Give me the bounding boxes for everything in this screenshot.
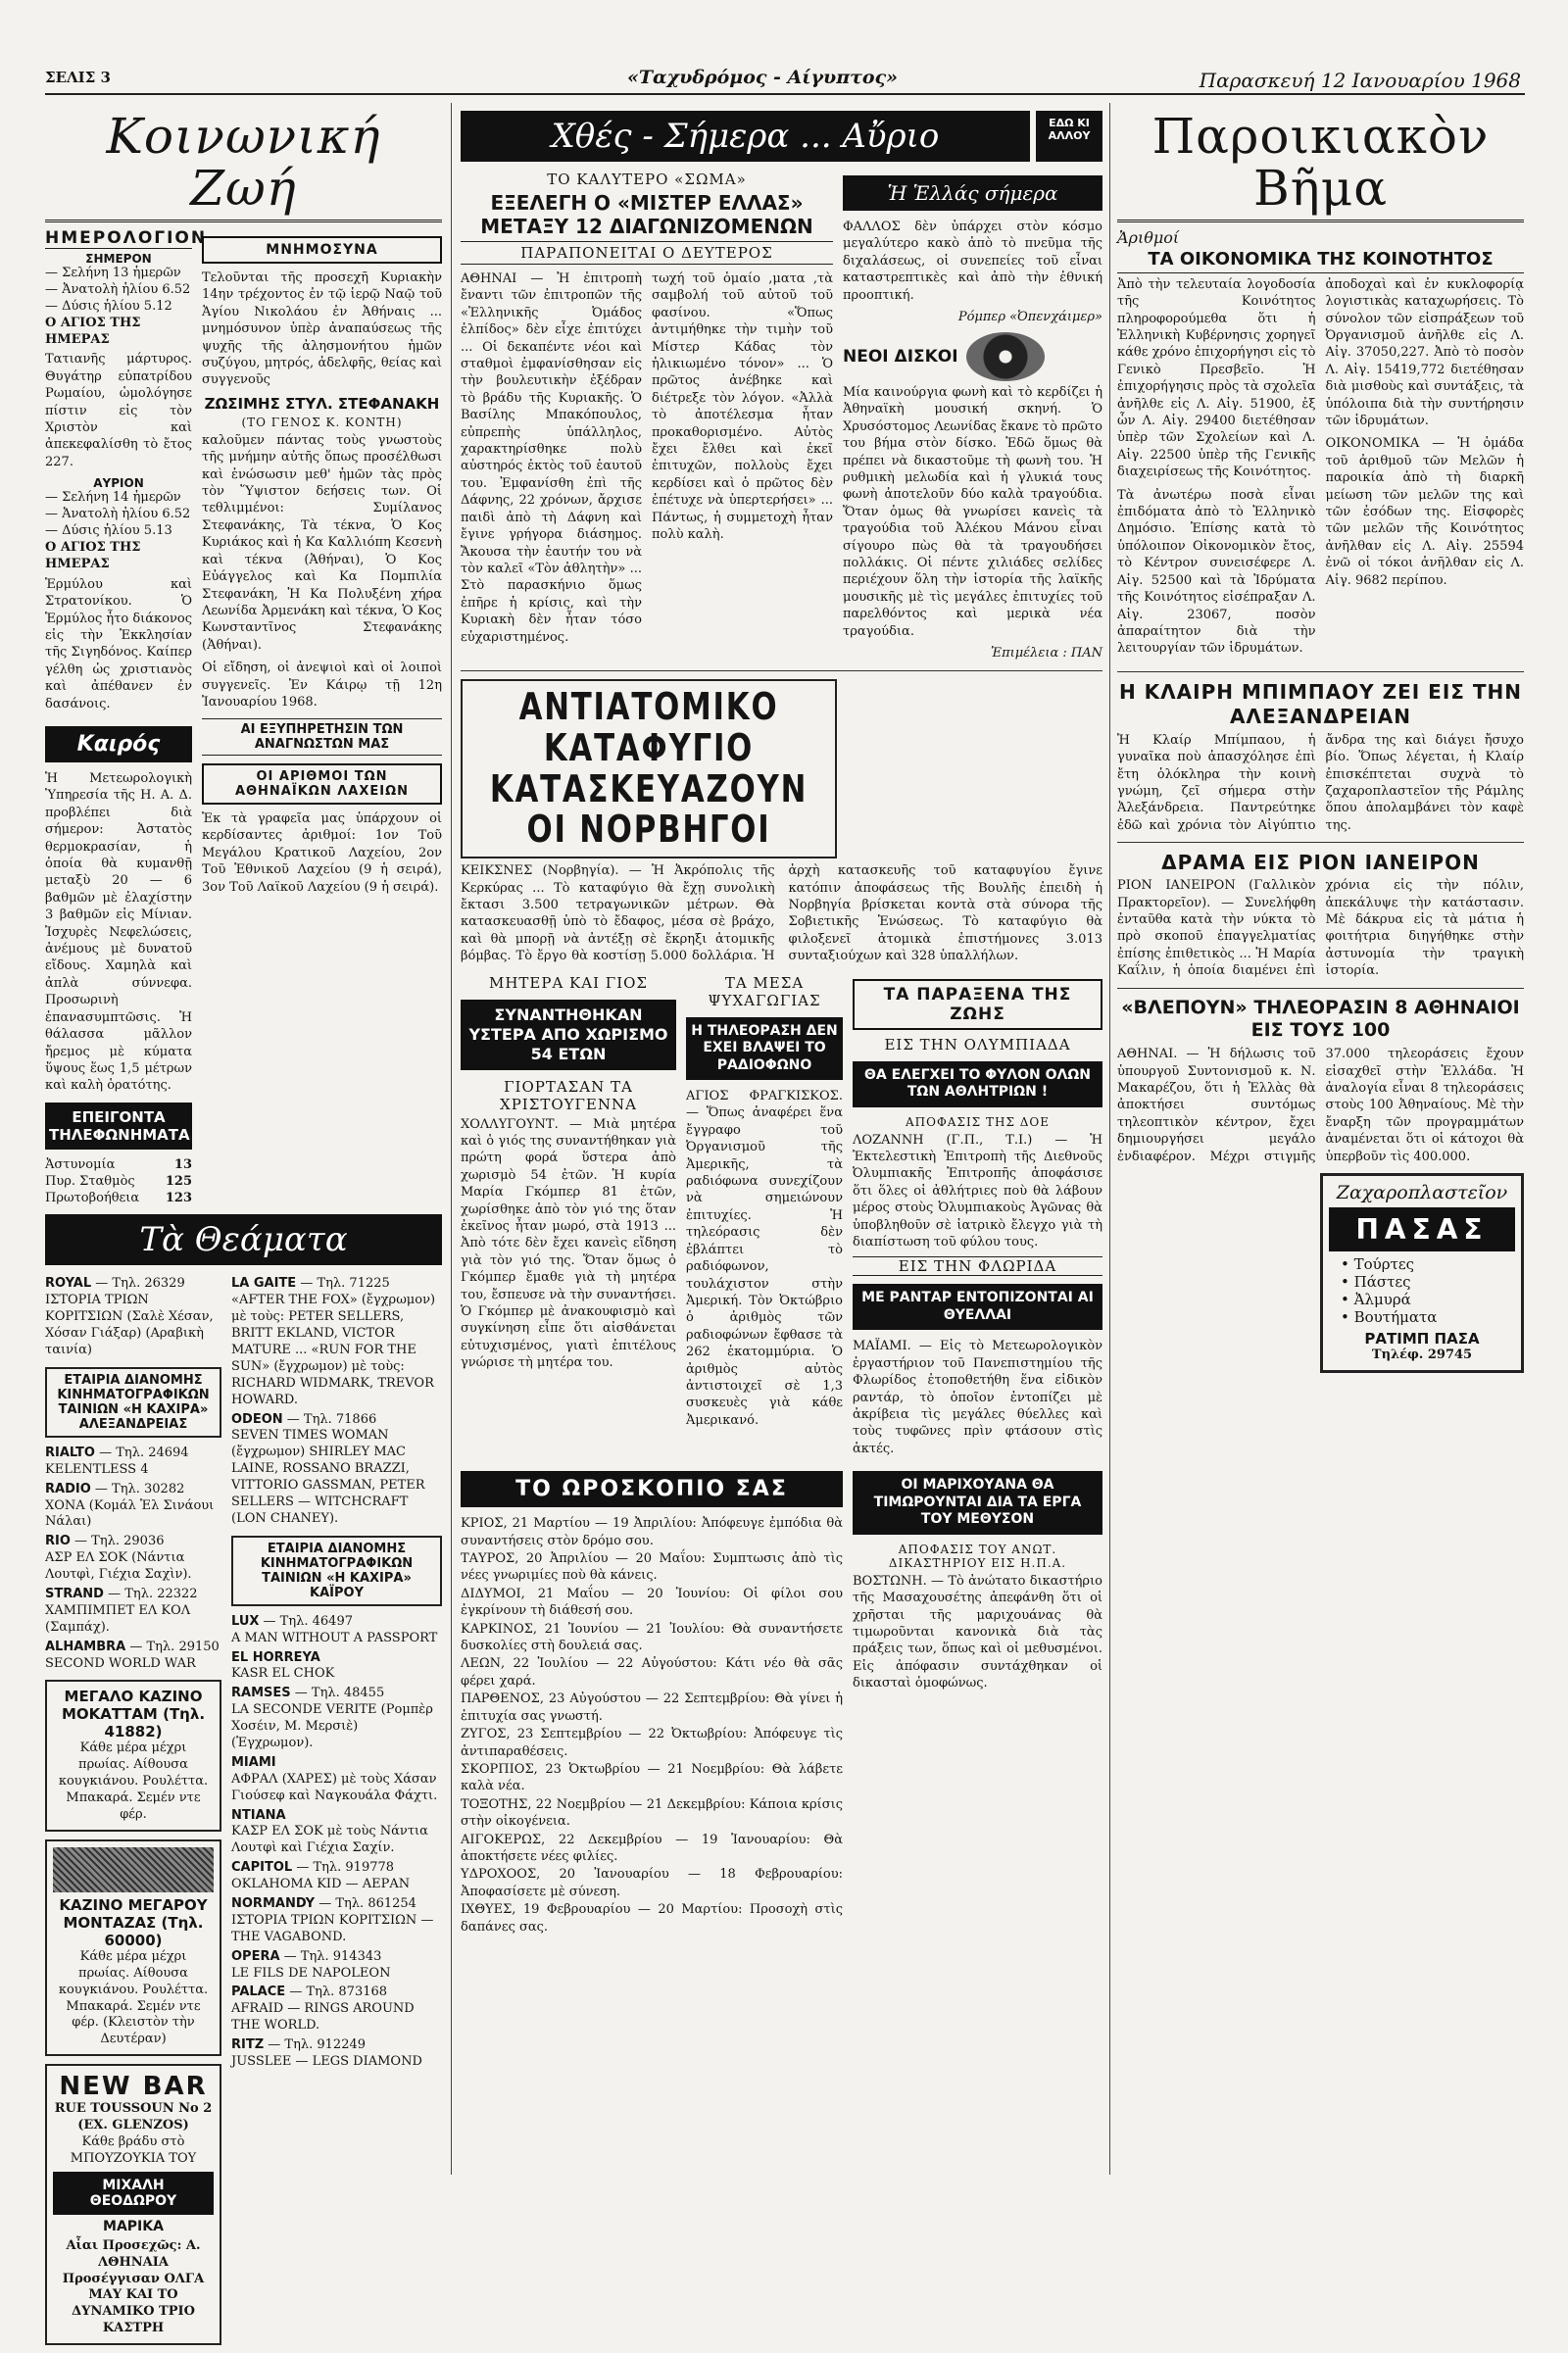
mnemosyna-text-2: καλοῦμεν πάντας τοὺς γνωστοὺς τῆς μνήμην αὐτῆς ὅπως προσέλθωσι καὶ ἑνώσωσιν μεθ' ἡμῶν τὰς πρὸς τὸν Ὕψιστον δεήσεις των. Οἱ τεθλιμμένοι: Συμίλανος Στεφανάκης, Τὰ τέκνα, Ὁ Κος Κυριάκος καὶ ἡ Κα Καλλιόπη Κεσενὴ καὶ τέκνα (Ἀθήναι), Ὁ Κος Εὐάγγελος καὶ Κα Πομπιλία Στεφανάκη, Ἡ Κα Πολυξένη χήρα Λεωνίδα Ἀρμενάκη καὶ τέκνα, Ὁ Κος Κωνσταντῖνος Στεφανάκης (Ἀθήναι). (202, 432, 442, 653)
article-body: Ἡ Κλαίρ Μπίμπαου, ἡ γυναῖκα ποὺ ἀπασχόλησε ἐπὶ ἔτη ὁλόκληρα τὴν κοινὴ γνώμη, ζεῖ σήμερα στὴν Ἀλεξάνδρεια. Παντρεύτηκε ἐδῶ καὶ χρόνια τὸν Αἰγύπτιο ἄνδρα της καὶ διάγει ἤσυχο βίο. Ὅπως λέγεται, ἡ Κλαίρ ἐπισκέπτεται συχνὰ τὸ ζαχαροπλαστεῖον τῆς Ράμλης ὅπου ἀπολαμβάνει τὸν καφὲ της. (1117, 732, 1524, 833)
horoscope-sign: ΔΙΔΥΜΟΙ, 21 Μαΐου — 20 Ἰουνίου: Οἱ φίλοι σου ἐγκρίνουν τὴ διάθεσή σου. (461, 1586, 843, 1619)
greece-today-heading: Ἡ Ἑλλάς σήμερα (843, 175, 1102, 211)
lottery-heading: ΟΙ ΑΡΙΘΜΟΙ ΤΩΝ ΑΘΗΝΑΪΚΩΝ ΛΑΧΕΙΩΝ (202, 763, 442, 805)
tomorrow-lines: — Σελήνη 14 ἡμερῶν — Ἀνατολὴ ἡλίου 6.52 — Δύσις ἡλίου 5.13 Ο ΑΓΙΟΣ ΤΗΣ ΗΜΕΡΑΣ (45, 490, 191, 571)
horoscope-heading: ΤΟ ΩΡΟΣΚΟΠΙΟ ΣΑΣ (461, 1471, 843, 1507)
horoscope-sign: ΛΕΩΝ, 22 Ἰουλίου — 22 Αὐγούστου: Κάτι νέο θὰ σᾶς φέρει χαρά. (461, 1656, 843, 1689)
headline: ΘΑ ΕΛΕΓΧΕΙ ΤΟ ΦΥΛΟΝ ΟΛΩΝ ΤΩΝ ΑΘΛΗΤΡΙΩΝ ! (853, 1061, 1102, 1107)
mnemosyna-footer: Οἱ εἴδηση, οἱ ἀνεψιοὶ καὶ οἱ λοιποὶ συγγενεῖς. Ἐν Κάιρῳ τῇ 12η Ἰανουαρίου 1968. (202, 661, 442, 710)
playing-cards-image (53, 1847, 214, 1892)
article-body: ΦΑΛΛΟΣ δὲν ὑπάρχει στὸν κόσμο μεγαλύτερο κακὸ ἀπὸ τὸ πνεῦμα τῆς διχαλάσεως, οἱ συνεπείες τοῦ εἶναι καταστρεπτικὲς καὶ ἀπὸ τὴν ἐθνική προοπτική. (843, 220, 1102, 303)
oddities-heading: ΤΑ ΠΑΡΑΞΕΝΑ ΤΗΣ ΖΩΗΣ (853, 979, 1102, 1030)
today-label: ΣΗΜΕΡΟΝ (85, 252, 152, 266)
cinema-listing: OPERA — Τηλ. 914343 LE FILS DE NAPOLEON (231, 1948, 391, 1981)
column-divider (451, 103, 452, 2175)
article-body: ΧΟΛΛΥΓΟΥΝΤ. — Μιὰ μητέρα καὶ ὁ γιός της συναντήθηκαν γιὰ πρώτη φορά ὕστερα ἀπὸ χωρισμὸ 54 ἐτῶν. Ἡ κυρία Μαρία Γκόμπερ 81 ἐτῶν, χωρίσθηκε ἀπὸ τὸν γιό της ὅταν ἐκεῖνος ἦταν μωρό, στὰ 1913 ... Ἀπὸ τότε δὲν ἔχει κανεὶς εἴδηση γιὰ τὸν γιό της. Ὅταν ὅμως ὁ Γκόμπερ ἔμαθε γιὰ τὴ μητέρα του, ἔσπευσε νὰ τὴν συναντήσει. Ὁ Γκόμπερ μὲ ἀνακουφισμὸ καὶ συγκίνηση εἶπε ὅτι αἰσθάνεται εὐτυχισμένος, γιατὶ ἐπιτέλους γνώρισε τὴ μητέρα του. (461, 1116, 676, 1371)
cinema-listing: PALACE — Τηλ. 873168 AFRAID — RINGS AROUND THE WORLD. (231, 1985, 415, 2034)
cinema-listing: MIAMI ΑΦΡΑΛ (ΧΑΡΕΣ) μὲ τοὺς Χάσαν Γιούσεφ καὶ Ναγκουάλα Φάχτι. (231, 1754, 438, 1803)
cinema-list-left (45, 1273, 221, 2353)
horoscope-sign: ΤΑΥΡΟΣ, 20 Ἀπριλίου — 20 Μαΐου: Συμπτωσις ἀπὸ τὶς νέες γνωριμίες ποὺ θὰ κάνεις. (461, 1551, 843, 1584)
headline: ΑΝΤΙΑΤΟΜΙΚΟ ΚΑΤΑΦΥΓΙΟ ΚΑΤΑΣΚΕΥΑΖΟΥΝ ΟΙ ΝΟΡΒΗΓΟΙ (489, 684, 808, 852)
article-body: ἀποδοχαὶ καὶ ἐν κυκλοφορίᾳ λογιστικὰς καταχωρήσεις. Τὸ σύνολον τῶν εἰσπράξεων τοῦ Ὀργανισμοῦ ἀνῆλθε εἰς Λ. Αἰγ. 37050,227. Ἀπὸ τὸ ποσὸν Λ. Αἰγ. 15419,772 διετέθησαν διὰ μισθοὺς καὶ συντάξεις, τὰ ὑπόλοιπα διὰ τὴν συντήρησιν τῶν ἱδρυμάτων. (1325, 276, 1524, 429)
community-column (1117, 103, 1524, 2175)
article-body: ΒΟΣΤΩΝΗ. — Τὸ ἀνώτατο δικαστήριο τῆς Μασαχουσέτης ἀπεφάνθη ὅτι οἱ χρῆσται τῆς μαριχουάνας θὰ τιμωροῦνται κανονικὰ διὰ τὰς πράξεις των, ὅπως καὶ οἱ μεθυσμένοι. Εἰς ἀπόφασιν συντάχθηκαν οἱ δικασταὶ ὁμοφώνως. (853, 1573, 1102, 1691)
horoscope-sign: ΤΟΞΟΤΗΣ, 22 Νοεμβρίου — 21 Δεκεμβρίου: Κάποια κρίσις στὴν οἰκογένεια. (461, 1796, 843, 1830)
calendar-heading: ΗΜΕΡΟΛΟΓΙΟΝ (45, 228, 208, 248)
column-divider (1109, 103, 1110, 2175)
today-saint: Τατιανῆς μάρτυρος. Θυγάτηρ εὐπατρίδου Ρωμαίου, ὡμολόγησε πίστιν εἰς τὸν Χριστὸν καὶ ἀπεκεφαλίσθη τὸ ἔτος 227. (45, 352, 192, 469)
article-body: Ἀπὸ τὴν τελευταία λογοδοσία τῆς Κοινότητος πληροφορούμεθα ὅτι ἡ Ἑλληνικὴ Κυβέρνησις χορηγεῖ κάθε χρόνο ἐπιχορήγησι εἰς τὸ Γενικὸ Πρεσβεῖο. Ἡ ἐπιχορήγησις πρὸς τὰ σχολεῖα ἀνῆλθε εἰς Λ. Αἰγ. 51900, ἐξ ὧν Λ. Αἰγ. 29400 διετέθησαν ὑπὲρ τῶν Σχολείων καὶ Λ. Αἰγ. 22500 ὑπὲρ τῆς Γενικῆς διαχειρίσεως τῆς Κοινότητος. (1117, 276, 1316, 480)
shelter-headline-box (461, 679, 837, 858)
cinema-listing: RAMSES — Τηλ. 48455 LA SECONDE VERITE (Ρομπὲρ Χοσέιν, Μ. Μερσιὲ) (Ἐγχρωμον). (231, 1686, 433, 1750)
headline: ΣΥΝΑΝΤΗΘΗΚΑΝ ΥΣΤΕΡΑ ΑΠΟ ΧΩΡΙΣΜΟ 54 ΕΤΩΝ (461, 1000, 676, 1070)
cinema-listing: LUX — Τηλ. 46497 A MAN WITHOUT A PASSPORT (231, 1613, 438, 1645)
corner-box: ΕΔΩ ΚΙ ΑΛΛΟΥ (1036, 111, 1102, 162)
horoscope-sign: ΑΙΓΟΚΕΡΩΣ, 22 Δεκεμβρίου — 19 Ἰανουαρίου: Θὰ ἀποκτήσετε νέες φιλίες. (461, 1832, 843, 1864)
horoscope-sign: ΙΧΘΥΕΣ, 19 Φεβρουαρίου — 20 Μαρτίου: Προσοχὴ στὶς δαπάνες σας. (461, 1902, 843, 1935)
section-title: Παροικιακὸν Βῆμα (1117, 111, 1524, 222)
urgent-row: Πρωτοβοήθεια 123 (45, 1190, 192, 1205)
article-body: ΑΓΙΟΣ ΦΡΑΓΚΙΣΚΟΣ. — Ὅπως ἀναφέρει ἕνα ἔγγραφο τοῦ Ὀργανισμοῦ τῆς Ἀμερικῆς, τὰ ραδιόφωνα συνεχίζουν νὰ σημειώνουν ἐπιτυχίες. Ἡ τηλεόρασις δὲν ἐβλάπτει τὸ ραδιόφωνον, τουλάχιστον στὴν Ἀμερική. Τὸν Ὀκτώβριο ὁ ἀριθμὸς τῶν ραδιοφώνων ἔφθασε τὰ 262 ἑκατομμύρια. Ὁ ἀριθμὸς αὐτὸς ἀντιστοιχεῖ σὲ 1,3 συσκευὲς γιὰ κάθε Ἀμερικανό. (686, 1089, 843, 1428)
article-body: ΛΟΖΑΝΝΗ (Γ.Π., Τ.Ι.) — Ἡ Ἐκτελεστικὴ Ἐπιτροπὴ τῆς Διεθνοῦς Ὀλυμπιακῆς Ἐπιτροπῆς ἀποφάσισε ὅτι ὅλες οἱ ἀθλήτριες ποὺ θὰ λάβουν μέρος στοὺς Ὀλυμπιακοὺς Ἀγῶνας θὰ ὑποβληθοῦν σὲ ἰατρικὸ ἔλεγχο γιὰ τὴ διαπίστωση τοῦ φύλου τους. (853, 1132, 1102, 1250)
today-column (461, 103, 1102, 2175)
kicker: ΤΑ ΜΕΣΑ ΨΥΧΑΓΩΓΙΑΣ (708, 973, 821, 1009)
record-disc-icon (966, 332, 1045, 381)
urgent-heading: ΕΠΕΙΓΟΝΤΑ ΤΗΛΕΦΩΝΗΜΑΤΑ (45, 1103, 192, 1150)
bar-ad: NEW BAR RUE TOUSSOUN No 2 (EX. GLENZOS) Κάθε βράδυ στὸ ΜΠΟΥΖΟΥΚΙΑ ΤΟΥ ΜΙΧΑΛΗ ΘΕΟΔΩΡΟΥ ΜΑΡΙΚΑ Αἶαι Προσεχῶς: Α. ΛΘΗΝΑΙΑ Προσέγγισαν ΟΛΓΑ ΜΑΥ ΚΑΙ ΤΟ ΔΥΝΑΜΙΚΟ ΤΡΙΟ ΚΑΣΤΡΗ (45, 2064, 221, 2345)
article-body: τωχή τοῦ ὁμαίο ,ματα ,τὰ σαμβολή τοῦ αὐτοῦ τοῦ φασίνου. «Ὅπως ἀντιμήθηκε τὴν τιμὴν τοῦ Μίστερ Κάδας τὸν ἡλικιωμένο τόνον» ... Ὁ πρῶτος ἀνέβηκε καὶ διέτρεξε τὸν λόγον. «Ἀλλὰ τὸ ἀποτέλεσμα ἦταν προκαθορισμένο. Αὐτὸς ἔχει ἔλθει καὶ ἐκεῖ ἐπιτυχῶν, πολλοὺς ἔχει κερδίσει καὶ ὁ πρῶτος δὲν ἐπέτυχε νὰ ὑπερτερήσει» ... Πάντως, ἡ συμμετοχὴ ἦταν πολὺ καλὴ. (652, 271, 833, 543)
kicker: ΤΟ ΚΑΛΥΤΕΡΟ «ΣΩΜΑ» (547, 171, 747, 188)
cinema-listing: NTIANA ΚΑΣΡ ΕΛ ΣΟΚ μὲ τοὺς Νάντια Λουτφὶ καὶ Γιέχια Σαχίν. (231, 1807, 428, 1856)
headline: ΟΙ ΜΑΡΙΧΟΥΑΝΑ ΘΑ ΤΙΜΩΡΟΥΝΤΑΙ ΔΙΑ ΤΑ ΕΡΓΑ ΤΟΥ ΜΕΘΥΣΟΝ (853, 1471, 1102, 1535)
cinema-listing: ROYAL — Τηλ. 26329 ΙΣΤΟΡΙΑ ΤΡΙΩΝ ΚΟΡΙΤΣΙΩΝ (Σαλὲ Χέσαν, Χόσαν Γιάξαρ) (Αραβικὴ ταινία) (45, 1276, 214, 1357)
today-lines: — Σελήνη 13 ἡμερῶν — Ἀνατολὴ ἡλίου 6.52 — Δύσις ἡλίου 5.12 Ο ΑΓΙΟΣ ΤΗΣ ΗΜΕΡΑΣ (45, 266, 191, 347)
headline: ΤΑ ΟΙΚΟΝΟΜΙΚΑ ΤΗΣ ΚΟΙΝΟΤΗΤΟΣ (1117, 249, 1524, 273)
casino-ad: ΚΑΖΙΝΟ ΜΕΓΑΡΟΥ ΜΟΝΤΑΖΑΣ (Τηλ. 60000) Κάθε μέρα μέχρι πρωίας. Αίθουσα κουγκιάνου. Ρουλέττα. Μπακαρά. Σεμέν ντε φέρ. (Κλειστὸν τὴν Δευτέραν) (45, 1839, 221, 2056)
article-body: ΡΙΟΝ ΙΑΝΕΙΡΟΝ (Γαλλικὸν Πρακτορεῖον). — Συνελήφθη ἐνταῦθα κατὰ τὴν νύκτα τὸ πρὸ σκοποῦ ἐπαγγελματίας ἐπίσης ἐπιθετικὸς ... Ἡ Μαρία Καΐλιν, ἡ ὁποία διαμένει ἐπὶ χρόνια εἰς τὴν πόλιν, ἀπεκάλυψε τὴν κατάστασιν. Μὲ δάκρυα εἰς τὰ μάτια ἡ φοιτήτρια διηγήθηκε στὴν ἀστυνομία τὴν τραγικὴ ἱστορία. (1117, 878, 1524, 979)
page-number: ΣΕΛΙΣ 3 (45, 69, 111, 86)
social-life-column (45, 103, 442, 2336)
horoscope-list (461, 1515, 843, 1936)
horoscope-sign: ΠΑΡΘΕΝΟΣ, 23 Αὐγούστου — 22 Σεπτεμβρίου: Θὰ γίνει ἡ ἐπιτυχία σας γνωστή. (461, 1691, 843, 1724)
cinema-listing: STRAND — Τηλ. 22322 ΧΑΜΠΙΜΠΕΤ ΕΛ ΚΟΛ (Σαμπάχ). (45, 1586, 198, 1635)
subheadline: ΑΠΟΦΑΣΙΣ ΤΟΥ ΑΝΩΤ. ΔΙΚΑΣΤΗΡΙΟΥ ΕΙΣ Η.Π.Α. (888, 1542, 1067, 1570)
lottery-text: Ἐκ τὰ γραφεῖα μας ὑπάρχουν οἱ κερδίσαντες ἀριθμοί: 1ον Τοῦ Μεγάλου Κρατικοῦ Λαχείου, 2ον Τοῦ Ἐθνικοῦ Λαχείου (9 ἡ σειρά), 3ον Τοῦ Λαϊκοῦ Λαχείου (9 ἡ σειρά). (202, 811, 442, 895)
deceased-sub: (ΤΟ ΓΕΝΟΣ Κ. ΚΟΝΤΗ) (241, 415, 403, 429)
weather-text: Ἡ Μετεωρολογικὴ Ὑπηρεσία τῆς Η. Α. Δ. προβλέπει διὰ σήμερον: Ἀστατὸς θερμοκρασίαν, ἡ ὁποία θὰ κυμανθῇ μεταξὺ 20 — 6 βαθμῶν μὲ ἐλαχίστην 3 βαθμῶν εἰς Μίνιαν. Ἰσχυρὲς Νεφελώσεις, ἀνέμους μὲ δυνατοῦ εἴδους. Χαμηλὰ καὶ ἀπλὰ σύννεφα. Προσωρινὴ ἐπανασυμπτῶσις. Ἡ θάλασσα μᾶλλον ἤρεμος μὲ κύματα ὕψους ἕως 1,5 μέτρων καὶ καλὴ ὁρατότης. (45, 771, 192, 1094)
article-body: ΑΘΗΝΑΙ — Ἡ ἐπιτροπὴ ἔναντι τῶν ἐπιτροπῶν τῆς «Ἐλληνικῆς Ὀμάδος ἐλπίδος» δὲν εἶχε ἐπιτύχει ... Οἱ δεκαπέντε νέοι καὶ σταθμοὶ ἐμφανίσθησαν εἰς τὴν βουλευτικὴν ἐξέδραν τὸ βράδυ τῆς Κυριακῆς. Ὁ Βασίλης Μπακόπουλος, εὐπρεπὴς ὑπάλληλος, χαρακτηρίσθηκε πολὺ αὐστηρός ἐκτὸς τοῦ ἑαυτοῦ του. Ἐμφανίσθη ἐπὶ τῆς Δάφνης, 22 χρόνων, ἄρχισε παιδὶ ἀπὸ τὴ Δάφνη καὶ ἔγινε γρήγορα διάσημος. Ἄκουσα τὴν ἑαυτήν του νὰ τὸν καλεῖ «Τὸν ἀθλητὴν» ... Στὸ παρασκήνιο ὅμως ἐπῆρε ἡ κρίσις, καὶ τὴν Κυριακὴ δὲν ἦταν τόσο εὐχαριστημένος. (461, 271, 642, 645)
mnemosyna-heading: ΜΝΗΜΟΣΥΝΑ (202, 236, 442, 264)
article-body: ΟΙΚΟΝΟΜΙΚΑ — Ἡ ὁμάδα τοῦ ἀριθμοῦ τῶν Μελῶν ἡ παροικία ἀπὸ τὴ διαρκῆ μείωση τῶν μελῶν της καὶ τῶν ἐσόδων της. Εἰσφορὲς τῶν μελῶν τῆς Κοινότητος ἀνῆλθαν εἰς Λ. Αἰγ. 25594 ἐνῶ οἱ τόκοι ἀνῆλθαν εἰς Λ. Αἰγ. 9682 περίπου. (1325, 436, 1524, 588)
masthead: «Ταχυδρόμος - Αίγυπτος» (627, 67, 899, 88)
cinema-list-right (231, 1273, 442, 2353)
cinema-listing: LA GAITE — Τηλ. 71225 «AFTER THE FOX» (ἔγχρωμον) μὲ τοὺς: PETER SELLERS, BRITT EKLAND, VICTOR MATURE ... «RUN FOR THE SUN» (ἔγχρωμον) μὲ τοὺς: RICHARD WIDMARK, TREVOR HOWARD. (231, 1276, 436, 1407)
mnemosyna-text: Τελοῦνται τῆς προσεχῆ Κυριακὴν 14ην τρέχοντος ἐν τῷ ἱερῷ Ναῷ τοῦ Ἁγίου Νικολάου ἐν Ἀθήναις ... μνημόσυνον ὑπὲρ ἀναπαύσεως τῆς ψυχῆς τῆς ἀλησμονήτου ἡμῶν συζύγου, μητρός, ἀδελφῆς, θείας καὶ συγγενοῦς (202, 270, 442, 388)
cinema-listing: EL HORREYA KASR EL CHOK (231, 1649, 335, 1682)
kicker: ΜΗΤΕΡΑ ΚΑΙ ΓΙΟΣ (488, 973, 649, 992)
casino-ad: ΜΕΓΑΛΟ ΚΑΖΙΝΟ ΜΟΚΑΤΤΑΜ (Τηλ. 41882) Κάθε μέρα μέχρι πρωίας. Αίθουσα κουγκιάνου. Ρουλέττα. Μπακαρά. Σεμέν ντε φέρ. (45, 1680, 221, 1831)
today-banner: Χθές - Σήμερα ... Αὔριο (461, 111, 1030, 162)
horoscope-sign: ΖΥΓΟΣ, 23 Σεπτεμβρίου — 22 Ὀκτωβρίου: Ἀπόφευγε τὶς ἀντιπαραθέσεις. (461, 1727, 843, 1759)
deceased-name: ΖΩΣΙΜΗΣ ΣΤΥΛ. ΣΤΕΦΑΝΑΚΗ (204, 394, 440, 413)
theatre-heading: Τὰ Θεάματα (45, 1214, 442, 1265)
quote-author: Ρόμπερ «Ὀπενχάιμερ» (957, 310, 1102, 325)
subheadline: ΓΙΟΡΤΑΣΑΝ ΤΑ ΧΡΙΣΤΟΥΓΕΝΝΑ (500, 1077, 637, 1113)
urgent-row: Ἀστυνομία 13 (45, 1156, 192, 1172)
cinema-listing: RIALTO — Τηλ. 24694 KELENTLESS 4 (45, 1445, 189, 1477)
cinema-listing: ALHAMBRA — Τηλ. 29150 SECOND WORLD WAR (45, 1639, 220, 1671)
cinema-listing: RITZ — Τηλ. 912249 JUSSLEE — LEGS DIAMOND (231, 2037, 422, 2070)
cinema-listing: CAPITOL — Τηλ. 919778 OKLAHOMA KID — ΑΕΡΑΝ (231, 1860, 411, 1892)
records-heading: ΝΕΟΙ ΔΙΣΚΟΙ (843, 346, 958, 367)
headline: ΕΞΕΛΕΓΗ Ο «ΜΙΣΤΕΡ ΕΛΛΑΣ» ΜΕΤΑΞΥ 12 ΔΙΑΓΩΝΙΖΟΜΕΝΩΝ (480, 191, 813, 238)
cinema-listing: NORMANDY — Τηλ. 861254 ΙΣΤΟΡΙΑ ΤΡΙΩΝ ΚΟΡΙΤΣΙΩΝ — THE VAGABOND. (231, 1896, 434, 1944)
article-body: Τὰ ἀνωτέρω ποσὰ εἶναι ἐπιδόματα ἀπὸ τὸ Ἑλληνικὸ Δημόσιο. Ἐπίσης κατὰ τὸ ὑπόλοιπον Οἰκονομικὸν ἔτος, τὸ Κέντρον συνεισέφερε Λ. Αἰγ. 52500 καὶ τὰ Ἱδρύματα τῆς Κοινότητος εἰσέπραξαν Λ. Αἰγ. 23067, ποσὸν ἀπαραίτητον διὰ τὴν λειτουργίαν τῶν ἱδρυμάτων. (1117, 487, 1316, 657)
subheadline: ΠΑΡΑΠΟΝΕΙΤΑΙ Ο ΔΕΥΤΕΡΟΣ (461, 241, 833, 265)
tomorrow-label: ΑΥΡΙΟΝ (93, 476, 144, 491)
horoscope-sign: ΥΔΡΟΧΟΟΣ, 20 Ἰανουαρίου — 18 Φεβρουαρίου: Ἀποφασίσετε μὲ σύνεση. (461, 1867, 843, 1899)
headline: ΔΡΑΜΑ ΕΙΣ ΡΙΟΝ ΙΑΝΕΙΡΟΝ (1161, 851, 1480, 875)
subheadline: ΕΙΣ ΤΗΝ ΟΛΥΜΠΙΑΔΑ (884, 1035, 1071, 1054)
headline: ΜΕ ΡΑΝΤΑΡ ΕΝΤΟΠΙΖΟΝΤΑΙ ΑΙ ΘΥΕΛΛΑΙ (853, 1284, 1102, 1330)
service-heading: ΑΙ ΕΞΥΠΗΡΕΤΗΣΙΝ ΤΩΝ ΑΝΑΓΝΩΣΤΩΝ ΜΑΣ (202, 718, 442, 756)
subheadline: ΑΠΟΦΑΣΙΣ ΤΗΣ ΔΟΕ (905, 1114, 1051, 1129)
urgent-row: Πυρ. Σταθμὸς 125 (45, 1173, 192, 1189)
issue-date: Παρασκευή 12 Ιανουαρίου 1968 (1199, 69, 1521, 92)
horoscope-sign: ΚΑΡΚΙΝΟΣ, 21 Ἰουνίου — 21 Ἰουλίου: Θὰ συναντήσετε δυσκολίες στὴ δουλειά σας. (461, 1621, 843, 1654)
cinema-listing: RIO — Τηλ. 29036 ΑΣΡ ΕΛ ΣΟΚ (Νάντια Λουτφὶ, Γιέχια Σαχὶν). (45, 1534, 192, 1583)
distributor-ad: ΕΤΑΙΡΙΑ ΔΙΑΝΟΜΗΣ ΚΙΝΗΜΑΤΟΓΡΑΦΙΚΩΝ ΤΑΙΝΙΩΝ «Η ΚΑΧΙΡΑ» ΑΛΕΞΑΝΔΡΕΙΑΣ (45, 1367, 221, 1438)
horoscope-sign: ΣΚΟΡΠΙΟΣ, 23 Ὀκτωβρίου — 21 Νοεμβρίου: Θὰ λάβετε καλὰ νέα. (461, 1761, 843, 1794)
kicker: ΕΙΣ ΤΗΝ ΦΛΩΡΙΔΑ (853, 1256, 1102, 1276)
section-title: Κοινωνική Ζωή (45, 111, 442, 222)
tomorrow-saint: Ἑρμύλου καὶ Στρατονίκου. Ὁ Ἑρμύλος ἦτο διάκονος εἰς τὴν Ἐκκλησίαν τῆς Σιγηδόνος. Καίπερ γέλθη ὡς χριστιανὸς καὶ ἀπέθανεν ἐν δασάνοις. (45, 576, 193, 711)
urgent-list (45, 1157, 192, 1207)
weather-heading: Καιρός (45, 726, 192, 762)
cinema-listing: RADIO — Τηλ. 30282 ΧΟΝΑ (Κομάλ Ἐλ Σινάουι Νάλαι) (45, 1481, 215, 1530)
horoscope-sign: ΚΡΙΟΣ, 21 Μαρτίου — 19 Ἀπριλίου: Ἀπόφευγε ἐμπόδια θὰ συναντήσεις στὸν δρόμο σου. (461, 1516, 843, 1548)
page-header (0, 0, 1568, 103)
header-rule (45, 93, 1525, 95)
pastry-shop-ad: Ζαχαροπλαστεῖον ΠΑΣΑΣ • Τούρτες • Πάστες • Ἀλμυρά • Βουτήματα ΡΑΤΙΜΠ ΠΑΣΑ Τηλέφ. 29745 (1320, 1173, 1524, 1373)
distributor-ad: ΕΤΑΙΡΙΑ ΔΙΑΝΟΜΗΣ ΚΙΝΗΜΑΤΟΓΡΑΦΙΚΩΝ ΤΑΙΝΙΩΝ «Η ΚΑΧΙΡΑ» ΚΑΪΡΟΥ (231, 1536, 442, 1606)
article-body: Μία καινούργια φωνὴ καὶ τὸ κερδίζει ἡ Ἀθηναϊκὴ μουσική σκηνή. Ὁ Χρυσόστομος Λεωνίδας ἔκανε τὸ πρῶτο του βήμα στὸν δίσκο. Ἐδῶ ὅμως θὰ πρέπει νὰ δικαστοῦμε τὴ φωνὴ του. Ἡ ρυθμικὴ μελωδία καὶ ἡ γλυκιά τους φωνὴ ἀποτελοῦν δύο καλὰ τραγούδια. Ὅταν ὁμως θὰ γνωρίσει κανεὶς τὰ τραγούδια τοῦ Ἀλέκου Μάνου εἶναι σίγουρο πὼς θὰ τὰ τραγουδήσει πολλάκις. Οἱ πέντε χιλιάδες σελίδες περιέχουν ὅλη τὴν ἱστορία τῆς λαϊκῆς μουσικῆς μὲ τὶς μεγάλες ἐπιτυχίες τοῦ παρελθόντος καὶ μερικὰ νέα τραγούδια. (843, 384, 1102, 639)
article-body: ΜΑΪΑΜΙ. — Εἰς τὸ Μετεωρολογικὸν ἐργαστήριον τοῦ Πανεπιστημίου τῆς Φλωρίδος ἐτοποθετήθη ἕνα εἰδικὸν ραντάρ, τὸ ὁποῖον ἐντοπίζει μὲ ἀκρίβεια τὶς μεγάλες θύελλες καὶ τοὺς τυφῶνες πρὶν φτάσουν στὶς ἀκτές. (853, 1339, 1102, 1456)
article-body: ΑΘΗΝΑΙ. — Ἡ δήλωσις τοῦ ὑπουργοῦ Συντονισμοῦ κ. Ν. Μακαρέζου, ὅτι ἡ Ἑλλὰς θὰ ἀποκτήσει συντόμως τηλεοπτικὸν κέντρον, ἔχει δημιουργήσει μεγάλο ἐνδιαφέρον. Μέχρι στιγμῆς 37.000 τηλεοράσεις ἔχουν εἰσαχθεῖ στὴν Ἑλλάδα. Ἡ ἀναλογία εἶναι 8 τηλεοράσεις στοὺς 100 Ἀθηναίους. Μὲ τὴν ἔναρξη τῶν προγραμμάτων ἀναμένεται ὅτι οἱ κάτοχοι θὰ ὑπερβοῦν τὶς 400.000. (1117, 1047, 1524, 1164)
records-signature: Ἐπιμέλεια : ΠΑΝ (991, 646, 1102, 662)
headline: Η ΚΛΑΙΡΗ ΜΠΙΜΠΑΟΥ ΖΕΙ ΕΙΣ ΤΗΝ ΑΛΕΞΑΝΔΡΕΙΑΝ (1118, 679, 1523, 728)
article-body: ΚΕΙΚΣΝΕΣ (Νορβηγία). — Ἡ Ἀκρόπολις τῆς Κερκύρας ... Τὸ καταφύγιο θὰ ἔχῃ συνολικὴ ἔκτασι 3.500 τετραγωνικῶν μέτρων. Θὰ κατασκευασθῇ ὑπὸ τὸ ἔδαφος, μέσα σὲ βράχο, καὶ θὰ μπορῇ νὰ ἀντέξῃ σὲ ἔκρηξι ἀτομικῆς βόμβας. Τὸ ἔργο θὰ κοστίσῃ 5.000 δολλάρια. Ἡ ἀρχὴ κατασκευῆς τοῦ καταφυγίου ἔγινε κατόπιν ἀποφάσεως τῆς Βουλῆς ἐπειδὴ ἡ Νορβηγία βρίσκεται κοντὰ στὰ σύνορα τῆς Σοβιετικῆς Ἑνώσεως. Τὸ καταφύγιο θὰ φιλοξενεῖ ἀτομικὰ ἐπιστήμονες 3.013 συνταξιούχων καὶ 328 ὑπαλλήλων. (461, 863, 1102, 964)
headline: Η ΤΗΛΕΟΡΑΣΗ ΔΕΝ ΕΧΕΙ ΒΛΑΨΕΙ ΤΟ ΡΑΔΙΟΦΩΝΟ (686, 1017, 843, 1081)
headline: «ΒΛΕΠΟΥΝ» ΤΗΛΕΟΡΑΣΙΝ 8 ΑΘΗΝΑΙΟΙ ΕΙΣ ΤΟΥΣ 100 (1121, 996, 1520, 1042)
kicker: Ἀριθμοί (1117, 228, 1180, 247)
cinema-listing: ODEON — Τηλ. 71866 SEVEN TIMES WOMAN (ἔγχρωμον) SHIRLEY MAC LAINE, ROSSANO BRAZZI, VITTORIO GASSMAN, PETER SELLERS — WITCHCRAFT (LON CHANEY). (231, 1411, 425, 1526)
